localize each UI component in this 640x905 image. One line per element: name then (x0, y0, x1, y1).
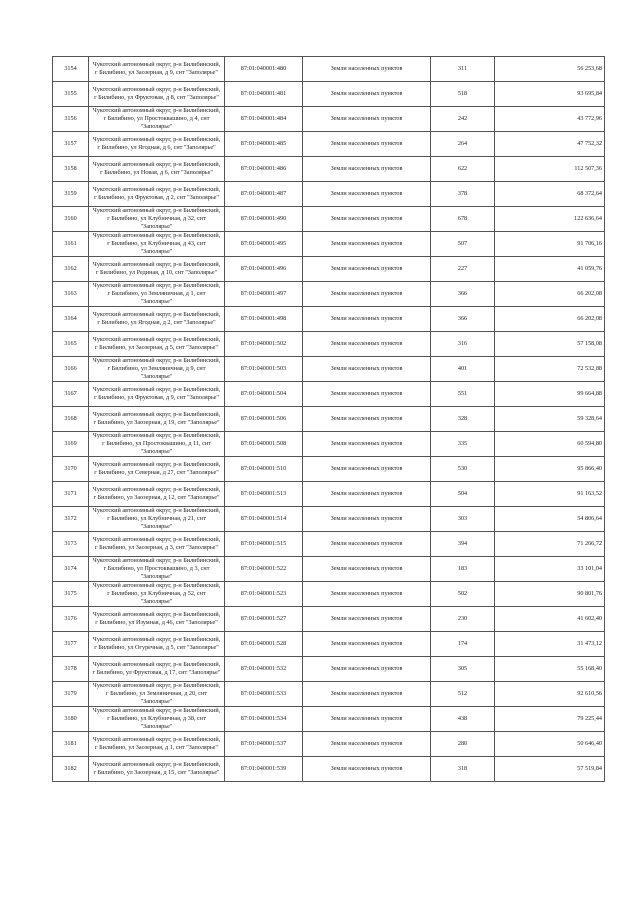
row-number-cell: 3169 (53, 432, 89, 457)
area-cell: 305 (431, 657, 495, 682)
area-cell: 366 (431, 282, 495, 307)
address-cell: Чукотский автономный округ, р-н Билибинский, г Билибино, ул Заозерная, д 1, снт "Заполярье" (89, 732, 225, 757)
area-cell: 230 (431, 607, 495, 632)
cadastral-number-cell: 87:01:040001:484 (225, 107, 303, 132)
address-cell: Чукотский автономный округ, р-н Билибинский, г Билибино, ул Заозерная, д 5, снт "Заполярье" (89, 332, 225, 357)
cadastral-value-cell: 72 532,88 (495, 357, 605, 382)
cadastral-number-cell: 87:01:040001:522 (225, 557, 303, 582)
cadastral-value-cell: 59 328,64 (495, 407, 605, 432)
cadastral-value-cell: 122 636,64 (495, 207, 605, 232)
address-cell: Чукотский автономный округ, р-н Билибинский, г Билибино, ул Заозерная, д 12, снт "Заполярье" (89, 482, 225, 507)
land-category-cell: Земли населенных пунктов (303, 57, 431, 82)
address-cell: Чукотский автономный округ, р-н Билибинский, г Билибино, ул Простоквашино, д 11, снт "Заполярье" (89, 432, 225, 457)
cadastral-value-cell: 54 806,64 (495, 507, 605, 532)
cadastral-value-cell: 57 519,84 (495, 757, 605, 782)
address-cell: Чукотский автономный округ, р-н Билибинский, г Билибино, ул Заозерная, д 3, снт "Заполярье" (89, 532, 225, 557)
land-category-cell: Земли населенных пунктов (303, 457, 431, 482)
area-cell: 366 (431, 307, 495, 332)
cadastral-number-cell: 87:01:040001:495 (225, 232, 303, 257)
cadastral-value-cell: 55 168,40 (495, 657, 605, 682)
address-cell: Чукотский автономный округ, р-н Билибинский, г Билибино, ул Изумная, д 46, снт "Заполярье" (89, 607, 225, 632)
land-category-cell: Земли населенных пунктов (303, 682, 431, 707)
cadastral-value-cell: 33 101,04 (495, 557, 605, 582)
table-row (53, 482, 605, 507)
cadastral-number-cell: 87:01:040001:528 (225, 632, 303, 657)
address-cell: Чукотский автономный округ, р-н Билибинский, г Билибино, ул Простоквашино, д 3, снт "Заполярье" (89, 557, 225, 582)
cadastral-number-cell: 87:01:040001:514 (225, 507, 303, 532)
row-number-cell: 3166 (53, 357, 89, 382)
cadastral-number-cell: 87:01:040001:498 (225, 307, 303, 332)
row-number-cell: 3168 (53, 407, 89, 432)
area-cell: 530 (431, 457, 495, 482)
area-cell: 311 (431, 57, 495, 82)
land-category-cell: Земли населенных пунктов (303, 332, 431, 357)
land-category-cell: Земли населенных пунктов (303, 207, 431, 232)
cadastral-number-cell: 87:01:040001:487 (225, 182, 303, 207)
area-cell: 174 (431, 632, 495, 657)
cadastral-value-cell: 95 866,40 (495, 457, 605, 482)
area-cell: 394 (431, 532, 495, 557)
address-cell: Чукотский автономный округ, р-н Билибинский, г Билибино, ул Северная, д 27, снт "Заполярье" (89, 457, 225, 482)
cadastral-value-cell: 99 664,88 (495, 382, 605, 407)
table-row (53, 182, 605, 207)
area-cell: 316 (431, 332, 495, 357)
area-cell: 378 (431, 182, 495, 207)
land-category-cell: Земли населенных пунктов (303, 282, 431, 307)
land-category-cell: Земли населенных пунктов (303, 407, 431, 432)
address-cell: Чукотский автономный округ, р-н Билибинский, г Билибино, ул Фруктовая, д 8, снт "Заполярье" (89, 82, 225, 107)
land-category-cell: Земли населенных пунктов (303, 307, 431, 332)
row-number-cell: 3161 (53, 232, 89, 257)
land-category-cell: Земли населенных пунктов (303, 507, 431, 532)
row-number-cell: 3182 (53, 757, 89, 782)
address-cell: Чукотский автономный округ, р-н Билибинский, г Билибино, ул Клубничная, д 32, снт "Заполярье" (89, 207, 225, 232)
address-cell: Чукотский автономный округ, р-н Билибинский, г Билибино, ул Земляничная, д 1, снт "Заполярье" (89, 282, 225, 307)
table-row (53, 82, 605, 107)
cadastral-number-cell: 87:01:040001:502 (225, 332, 303, 357)
row-number-cell: 3157 (53, 132, 89, 157)
row-number-cell: 3174 (53, 557, 89, 582)
cadastral-number-cell: 87:01:040001:486 (225, 157, 303, 182)
cadastral-number-cell: 87:01:040001:480 (225, 57, 303, 82)
area-cell: 242 (431, 107, 495, 132)
address-cell: Чукотский автономный округ, р-н Билибинский, г Билибино, ул Ягодная, д 2, снт "Заполярье" (89, 307, 225, 332)
land-category-cell: Земли населенных пунктов (303, 732, 431, 757)
land-category-cell: Земли населенных пунктов (303, 257, 431, 282)
cadastral-value-cell: 93 695,84 (495, 82, 605, 107)
land-category-cell: Земли населенных пунктов (303, 532, 431, 557)
table-row (53, 532, 605, 557)
land-category-cell: Земли населенных пунктов (303, 757, 431, 782)
cadastral-number-cell: 87:01:040001:508 (225, 432, 303, 457)
cadastral-number-cell: 87:01:040001:481 (225, 82, 303, 107)
table-row (53, 207, 605, 232)
cadastral-number-cell: 87:01:040001:504 (225, 382, 303, 407)
row-number-cell: 3154 (53, 57, 89, 82)
table-row (53, 682, 605, 707)
table-body (53, 57, 605, 782)
table-row (53, 157, 605, 182)
address-cell: Чукотский автономный округ, р-н Билибинский, г Билибино, ул Земляничная, д 9, снт "Заполярье" (89, 357, 225, 382)
address-cell: Чукотский автономный округ, р-н Билибинский, г Билибино, ул Клубничная, д 52, снт "Заполярье" (89, 582, 225, 607)
table-row (53, 57, 605, 82)
cadastral-value-cell: 66 202,08 (495, 282, 605, 307)
area-cell: 551 (431, 382, 495, 407)
area-cell: 335 (431, 432, 495, 457)
table-row (53, 632, 605, 657)
area-cell: 502 (431, 582, 495, 607)
land-category-cell: Земли населенных пунктов (303, 632, 431, 657)
table-row (53, 707, 605, 732)
table-row (53, 582, 605, 607)
row-number-cell: 3165 (53, 332, 89, 357)
table-row (53, 732, 605, 757)
address-cell: Чукотский автономный округ, р-н Билибинский, г Билибино, ул Фруктовая, д 17, снт "Заполярье" (89, 657, 225, 682)
area-cell: 438 (431, 707, 495, 732)
address-cell: Чукотский автономный округ, р-н Билибинский, г Билибино, ул Заозерная, д 15, снт "Заполярье" (89, 757, 225, 782)
area-cell: 264 (431, 132, 495, 157)
cadastral-value-cell: 47 752,32 (495, 132, 605, 157)
row-number-cell: 3167 (53, 382, 89, 407)
cadastral-number-cell: 87:01:040001:496 (225, 257, 303, 282)
address-cell: Чукотский автономный округ, р-н Билибинский, г Билибино, ул Рединая, д 10, снт "Заполярье" (89, 257, 225, 282)
row-number-cell: 3159 (53, 182, 89, 207)
cadastral-number-cell: 87:01:040001:534 (225, 707, 303, 732)
cadastral-value-cell: 68 372,64 (495, 182, 605, 207)
land-category-cell: Земли населенных пунктов (303, 82, 431, 107)
cadastral-value-cell: 43 772,96 (495, 107, 605, 132)
cadastral-value-cell: 57 158,08 (495, 332, 605, 357)
row-number-cell: 3179 (53, 682, 89, 707)
cadastral-number-cell: 87:01:040001:497 (225, 282, 303, 307)
area-cell: 183 (431, 557, 495, 582)
cadastral-number-cell: 87:01:040001:513 (225, 482, 303, 507)
cadastral-value-cell: 41 602,40 (495, 607, 605, 632)
table-row (53, 457, 605, 482)
area-cell: 507 (431, 232, 495, 257)
table-row (53, 607, 605, 632)
table-row (53, 107, 605, 132)
cadastral-number-cell: 87:01:040001:523 (225, 582, 303, 607)
cadastral-number-cell: 87:01:040001:506 (225, 407, 303, 432)
cadastral-number-cell: 87:01:040001:533 (225, 682, 303, 707)
land-category-cell: Земли населенных пунктов (303, 432, 431, 457)
cadastral-number-cell: 87:01:040001:532 (225, 657, 303, 682)
land-category-cell: Земли населенных пунктов (303, 707, 431, 732)
area-cell: 227 (431, 257, 495, 282)
table-row (53, 757, 605, 782)
table-row (53, 507, 605, 532)
area-cell: 280 (431, 732, 495, 757)
cadastral-number-cell: 87:01:040001:515 (225, 532, 303, 557)
row-number-cell: 3172 (53, 507, 89, 532)
land-category-cell: Земли населенных пунктов (303, 582, 431, 607)
address-cell: Чукотский автономный округ, р-н Билибинский, г Билибино, ул Ягодная, д 6, снт "Заполярье" (89, 132, 225, 157)
address-cell: Чукотский автономный округ, р-н Билибинский, г Билибино, ул Фруктовая, д 9, снт "Заполярье" (89, 382, 225, 407)
address-cell: Чукотский автономный округ, р-н Билибинский, г Билибино, ул Заозерная, д 19, снт "Заполярье" (89, 407, 225, 432)
address-cell: Чукотский автономный округ, р-н Билибинский, г Билибино, ул Фруктовая, д 2, снт "Заполярье" (89, 182, 225, 207)
table-row (53, 132, 605, 157)
row-number-cell: 3180 (53, 707, 89, 732)
table-row (53, 282, 605, 307)
row-number-cell: 3156 (53, 107, 89, 132)
address-cell: Чукотский автономный округ, р-н Билибинский, г Билибино, ул Земляничная, д 20, снт "Заполярье" (89, 682, 225, 707)
cadastral-value-cell: 90 801,76 (495, 582, 605, 607)
row-number-cell: 3170 (53, 457, 89, 482)
table-row (53, 257, 605, 282)
document-page (52, 56, 604, 782)
land-category-cell: Земли населенных пунктов (303, 382, 431, 407)
area-cell: 328 (431, 407, 495, 432)
area-cell: 518 (431, 82, 495, 107)
cadastral-value-cell: 56 253,68 (495, 57, 605, 82)
table-row (53, 232, 605, 257)
land-category-cell: Земли населенных пунктов (303, 357, 431, 382)
land-category-cell: Земли населенных пунктов (303, 657, 431, 682)
land-category-cell: Земли населенных пунктов (303, 482, 431, 507)
cadastral-value-cell: 41 059,76 (495, 257, 605, 282)
cadastral-number-cell: 87:01:040001:527 (225, 607, 303, 632)
table-row (53, 407, 605, 432)
area-cell: 504 (431, 482, 495, 507)
table-row (53, 657, 605, 682)
cadastral-value-cell: 50 646,40 (495, 732, 605, 757)
land-category-cell: Земли населенных пунктов (303, 157, 431, 182)
cadastral-value-cell: 66 202,08 (495, 307, 605, 332)
land-category-cell: Земли населенных пунктов (303, 182, 431, 207)
land-category-cell: Земли населенных пунктов (303, 107, 431, 132)
table-row (53, 557, 605, 582)
table-row (53, 382, 605, 407)
cadastral-number-cell: 87:01:040001:503 (225, 357, 303, 382)
cadastral-number-cell: 87:01:040001:485 (225, 132, 303, 157)
land-category-cell: Земли населенных пунктов (303, 557, 431, 582)
address-cell: Чукотский автономный округ, р-н Билибинский, г Билибино, ул Новая, д 6, снт "Заполярье" (89, 157, 225, 182)
address-cell: Чукотский автономный округ, р-н Билибинский, г Билибино, ул Огуречная, д 5, снт "Заполярье" (89, 632, 225, 657)
area-cell: 401 (431, 357, 495, 382)
row-number-cell: 3162 (53, 257, 89, 282)
land-category-cell: Земли населенных пунктов (303, 132, 431, 157)
cadastral-number-cell: 87:01:040001:539 (225, 757, 303, 782)
row-number-cell: 3176 (53, 607, 89, 632)
land-category-cell: Земли населенных пунктов (303, 607, 431, 632)
cadastral-value-cell: 91 706,16 (495, 232, 605, 257)
table-row (53, 307, 605, 332)
row-number-cell: 3171 (53, 482, 89, 507)
area-cell: 622 (431, 157, 495, 182)
address-cell: Чукотский автономный округ, р-н Билибинский, г Билибино, ул Заозерная, д 9, снт "Заполярье" (89, 57, 225, 82)
cadastral-number-cell: 87:01:040001:490 (225, 207, 303, 232)
cadastral-value-cell: 91 163,52 (495, 482, 605, 507)
address-cell: Чукотский автономный округ, р-н Билибинский, г Билибино, ул Простоквашино, д 4, снт "Заполярье" (89, 107, 225, 132)
cadastral-value-cell: 92 610,56 (495, 682, 605, 707)
address-cell: Чукотский автономный округ, р-н Билибинский, г Билибино, ул Клубничная, д 43, снт "Заполярье" (89, 232, 225, 257)
cadastral-number-cell: 87:01:040001:537 (225, 732, 303, 757)
cadastral-value-cell: 79 225,44 (495, 707, 605, 732)
land-registry-table (52, 56, 605, 782)
row-number-cell: 3178 (53, 657, 89, 682)
row-number-cell: 3181 (53, 732, 89, 757)
address-cell: Чукотский автономный округ, р-н Билибинский, г Билибино, ул Клубничная, д 21, снт "Заполярье" (89, 507, 225, 532)
address-cell: Чукотский автономный округ, р-н Билибинский, г Билибино, ул Клубничная, д 38, снт "Заполярье" (89, 707, 225, 732)
table-row (53, 332, 605, 357)
cadastral-number-cell: 87:01:040001:510 (225, 457, 303, 482)
row-number-cell: 3177 (53, 632, 89, 657)
row-number-cell: 3173 (53, 532, 89, 557)
row-number-cell: 3160 (53, 207, 89, 232)
cadastral-value-cell: 60 594,80 (495, 432, 605, 457)
table-row (53, 357, 605, 382)
row-number-cell: 3175 (53, 582, 89, 607)
area-cell: 678 (431, 207, 495, 232)
area-cell: 318 (431, 757, 495, 782)
row-number-cell: 3155 (53, 82, 89, 107)
row-number-cell: 3164 (53, 307, 89, 332)
cadastral-value-cell: 112 507,36 (495, 157, 605, 182)
row-number-cell: 3163 (53, 282, 89, 307)
cadastral-value-cell: 71 266,72 (495, 532, 605, 557)
cadastral-value-cell: 31 473,12 (495, 632, 605, 657)
land-category-cell: Земли населенных пунктов (303, 232, 431, 257)
area-cell: 303 (431, 507, 495, 532)
row-number-cell: 3158 (53, 157, 89, 182)
area-cell: 512 (431, 682, 495, 707)
table-row (53, 432, 605, 457)
